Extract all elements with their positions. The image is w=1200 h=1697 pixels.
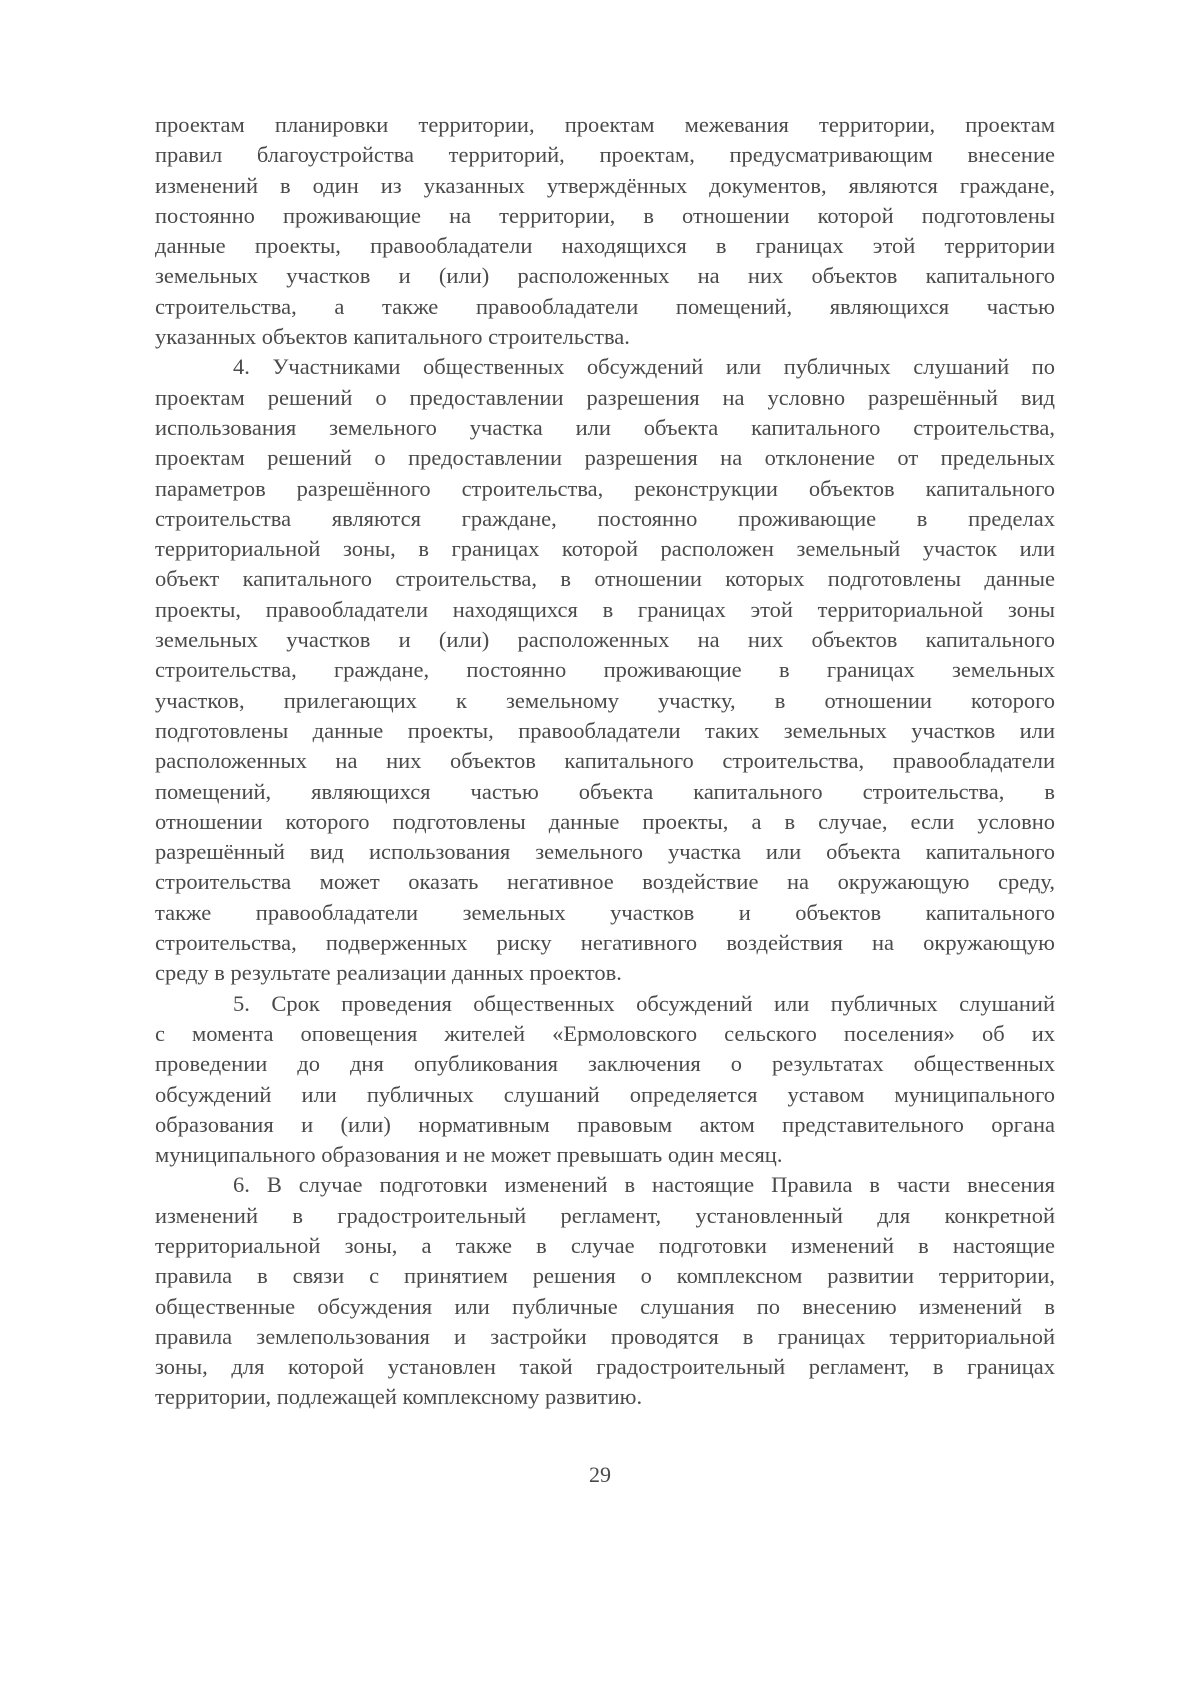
text-line: территории, подлежащей комплексному развитию. [155,1384,643,1410]
text-line: 5. Срок проведения общественных обсуждений или публичных слушаний [233,990,1055,1016]
text-line: проектам решений о предоставлении разрешения на условно разрешённый вид [155,384,1055,410]
text-line: 4. Участниками общественных обсуждений или публичных слушаний по [233,354,1055,380]
text-line: правила в связи с принятием решения о комплексном развитии территории, [155,1263,1055,1289]
paragraph [155,1170,1055,1412]
text-line: изменений в один из указанных утверждённых документов, являются граждане, [155,172,1055,198]
text-line: образования и (или) нормативным правовым актом представительного органа [155,1111,1055,1137]
document-body [155,110,1055,1413]
text-line: зоны, для которой установлен такой градостроительный регламент, в границах [155,1354,1055,1380]
text-line: земельных участков и (или) расположенных на них объектов капитального [155,263,1055,289]
paragraph [155,352,1055,988]
text-line: строительства, подверженных риску негативного воздействия на окружающую [155,930,1055,956]
text-line: общественные обсуждения или публичные слушания по внесению изменений в [155,1293,1055,1319]
text-line: земельных участков и (или) расположенных на них объектов капитального [155,627,1055,653]
text-line: проекты, правообладатели находящихся в границах этой территориальной зоны [155,596,1055,622]
page-number: 29 [589,1462,611,1487]
paragraph [155,110,1055,352]
text-line: муниципального образования и не может превышать один месяц. [155,1142,783,1168]
text-line: отношении которого подготовлены данные проекты, а в случае, если условно [155,808,1055,834]
text-line: строительства может оказать негативное воздействие на окружающую среду, [155,869,1055,895]
text-line: участков, прилегающих к земельному участку, в отношении которого [155,687,1055,713]
text-line: разрешённый вид использования земельного участка или объекта капитального [155,839,1055,865]
text-line: помещений, являющихся частью объекта капитального строительства, в [155,778,1055,804]
text-line: правил благоустройства территорий, проектам, предусматривающим внесение [155,142,1055,168]
text-line: подготовлены данные проекты, правообладатели таких земельных участков или [155,717,1055,743]
text-line: территориальной зоны, в границах которой расположен земельный участок или [155,536,1055,562]
text-line: среду в результате реализации данных проектов. [155,960,622,986]
text-line: также правообладатели земельных участков и объектов капитального [155,899,1055,925]
paragraph [155,989,1055,1171]
text-line: правила землепользования и застройки проводятся в границах территориальной [155,1323,1055,1349]
text-line: параметров разрешённого строительства, реконструкции объектов капитального [155,475,1055,501]
text-line: строительства являются граждане, постоянно проживающие в пределах [155,505,1055,531]
text-line: проведении до дня опубликования заключения о результатах общественных [155,1051,1055,1077]
text-line: обсуждений или публичных слушаний определяется уставом муниципального [155,1081,1055,1107]
text-line: с момента оповещения жителей «Ермоловского сельского поселения» об их [155,1020,1055,1046]
text-line: строительства, а также правообладатели помещений, являющихся частью [155,293,1055,319]
text-line: использования земельного участка или объекта капитального строительства, [155,414,1055,440]
text-line: объект капитального строительства, в отношении которых подготовлены данные [155,566,1055,592]
text-line: территориальной зоны, а также в случае подготовки изменений в настоящие [155,1232,1055,1258]
text-line: строительства, граждане, постоянно проживающие в границах земельных [155,657,1055,683]
text-line: постоянно проживающие на территории, в отношении которой подготовлены [155,202,1055,228]
text-line: данные проекты, правообладатели находящихся в границах этой территории [155,233,1055,259]
text-line: 6. В случае подготовки изменений в настоящие Правила в части внесения [233,1172,1055,1198]
text-line: проектам планировки территории, проектам межевания территории, проектам [155,112,1055,137]
text-line: указанных объектов капитального строительства. [155,324,630,350]
text-line: проектам решений о предоставлении разрешения на отклонение от предельных [155,445,1055,471]
text-line: расположенных на них объектов капитального строительства, правообладатели [155,748,1055,774]
text-line: изменений в градостроительный регламент, установленный для конкретной [155,1202,1055,1228]
